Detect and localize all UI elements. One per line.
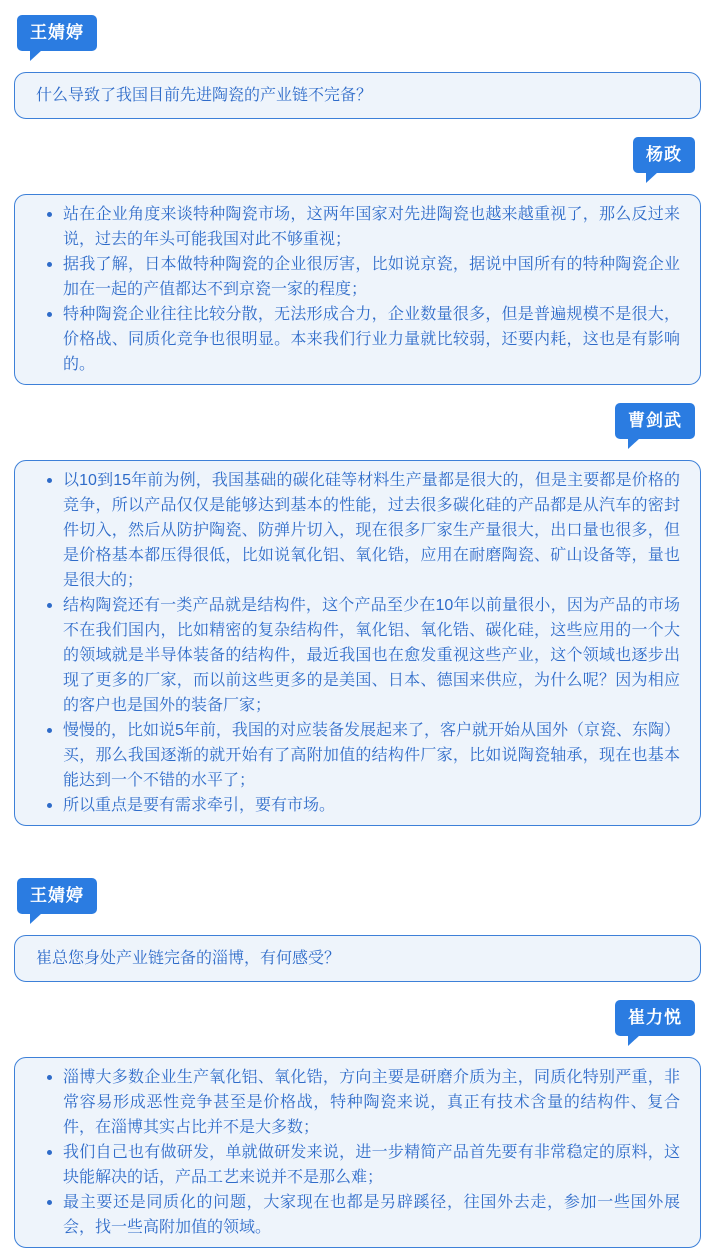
bullet-text: 站在企业角度来谈特种陶瓷市场，这两年国家对先进陶瓷也越来越重视了，那么反过来说，过去的年头可能我国对此不够重视； [63, 206, 680, 248]
bullet-text: 慢慢的，比如说5年前，我国的对应装备发展起来了，客户就开始从国外（京瓷、东陶）买，那么我国逐渐的就开始有了高附加值的结构件厂家，比如说陶瓷轴承，现在也基本能达到一个不错的水平了； [63, 722, 680, 789]
bullet-list [35, 468, 680, 818]
bullet-list [35, 1065, 680, 1240]
chat-message [14, 1000, 701, 1248]
bullet-dot-icon [47, 1150, 52, 1155]
chat-message [14, 403, 701, 826]
message-text: 崔总您身处产业链完备的淄博，有何感受？ [36, 950, 341, 967]
bullet-text: 以10到15年前为例，我国基础的碳化硅等材料生产量都是很大的，但是主要都是价格的竞争，所以产品仅仅是能够达到基本的性能，过去很多碳化硅的产品都是从汽车的密封件切入，然后从防护陶瓷、防弹片切入，现在很多厂家生产量很大，出口量也很多，但是价格基本都压得很低，比如说氧化铝、氧化锆，应用在耐磨陶瓷、矿山设备等，量也是很大的； [63, 472, 680, 589]
bullet-text: 特种陶瓷企业往往比较分散，无法形成合力，企业数量很多，但是普遍规模不是很大，价格战、同质化竞争也很明显。本来我们行业力量就比较弱，还要内耗，这也是有影响的。 [63, 306, 680, 373]
qa-group [14, 15, 701, 826]
bullet-text: 所以重点是要有需求牵引，要有市场。 [63, 797, 336, 814]
bullet-item [47, 1065, 680, 1140]
chat-message [14, 878, 701, 982]
chat-message [14, 137, 701, 385]
speaker-name: 曹剑武 [628, 411, 682, 430]
speaker-badge-row [14, 15, 701, 51]
bullet-dot-icon [47, 1200, 52, 1205]
bullet-dot-icon [47, 1075, 52, 1080]
bullet-dot-icon [47, 803, 52, 808]
bullet-item [47, 302, 680, 377]
speaker-name: 王婧婷 [30, 23, 84, 42]
speaker-badge [615, 1000, 695, 1036]
bullet-dot-icon [47, 262, 52, 267]
bullet-item [47, 202, 680, 252]
chat-message [14, 15, 701, 119]
speaker-name: 王婧婷 [30, 886, 84, 905]
bullet-item [47, 718, 680, 793]
bullet-item [47, 252, 680, 302]
bullet-item [47, 1140, 680, 1190]
message-bubble [14, 194, 701, 385]
bullet-text: 结构陶瓷还有一类产品就是结构件，这个产品至少在10年以前量很小，因为产品的市场不在我们国内，比如精密的复杂结构件，氧化铝、氧化锆、碳化硅，这些应用的一个大的领域就是半导体装备的结构件，最近我国也在愈发重视这些产业，这个领域也逐步出现了更多的厂家，而以前这些更多的是美国、日本、德国来供应，为什么呢？因为相应的客户也是国外的装备厂家； [63, 597, 680, 714]
bullet-dot-icon [47, 728, 52, 733]
bullet-dot-icon [47, 312, 52, 317]
bullet-dot-icon [47, 478, 52, 483]
message-bubble [14, 72, 701, 119]
bullet-text: 据我了解，日本做特种陶瓷的企业很厉害，比如说京瓷，据说中国所有的特种陶瓷企业加在一起的产值都达不到京瓷一家的程度； [63, 256, 680, 298]
bullet-item [47, 593, 680, 718]
speaker-name: 杨政 [646, 145, 682, 164]
bullet-dot-icon [47, 212, 52, 217]
qa-group [14, 878, 701, 1248]
speaker-badge [633, 137, 695, 173]
speaker-badge [615, 403, 695, 439]
bullet-item [47, 468, 680, 593]
speaker-badge [17, 15, 97, 51]
speaker-badge-row [14, 137, 701, 173]
message-bubble [14, 935, 701, 982]
bullet-text: 淄博大多数企业生产氧化铝、氧化锆，方向主要是研磨介质为主，同质化特别严重，非常容易形成恶性竞争甚至是价格战，特种陶瓷来说，真正有技术含量的结构件、复合件，在淄博其实占比并不是大多数； [63, 1069, 680, 1136]
bullet-text: 我们自己也有做研发，单就做研发来说，进一步精简产品首先要有非常稳定的原料，这块能解决的话，产品工艺来说并不是那么难； [63, 1144, 680, 1186]
bullet-item [47, 793, 680, 818]
speaker-badge [17, 878, 97, 914]
speaker-badge-row [14, 403, 701, 439]
message-bubble [14, 1057, 701, 1248]
bullet-dot-icon [47, 603, 52, 608]
message-text: 什么导致了我国目前先进陶瓷的产业链不完备？ [36, 87, 373, 104]
bullet-item [47, 1190, 680, 1240]
speaker-name: 崔力悦 [628, 1008, 682, 1027]
bullet-text: 最主要还是同质化的问题，大家现在也都是另辟蹊径，往国外去走，参加一些国外展会，找一些高附加值的领域。 [63, 1194, 680, 1236]
bullet-list [35, 202, 680, 377]
speaker-badge-row [14, 1000, 701, 1036]
message-bubble [14, 460, 701, 826]
speaker-badge-row [14, 878, 701, 914]
